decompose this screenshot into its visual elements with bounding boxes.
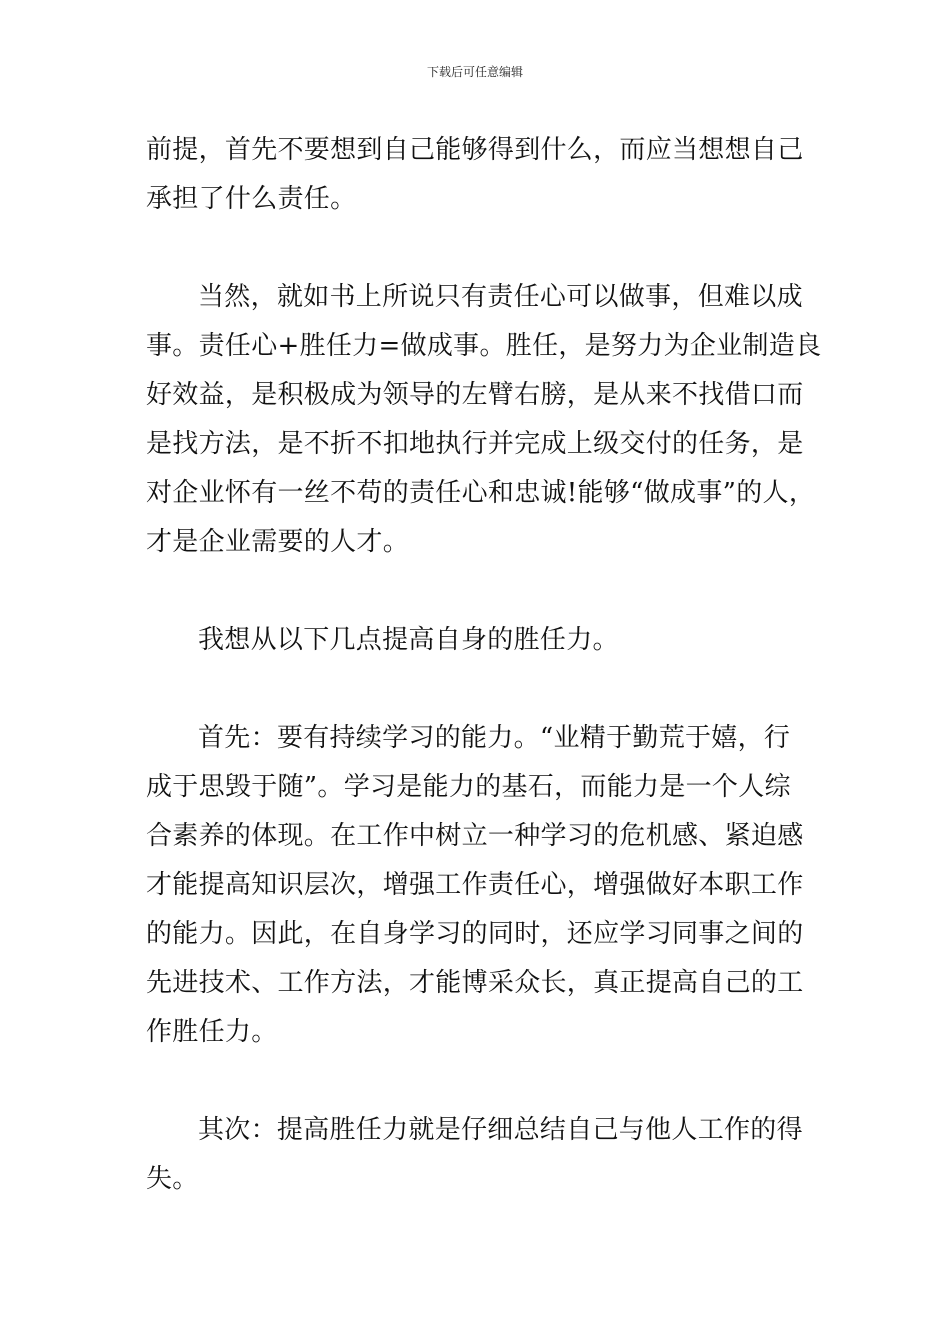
paragraph-1 [146, 126, 836, 224]
paragraph-gap [146, 224, 836, 273]
paragraph-line: 好效益，是积极成为领导的左臂右膀，是从来不找借口而 [146, 380, 804, 410]
paragraph-line: 成于思毁于随”。学习是能力的基石，而能力是一个人综 [146, 772, 791, 802]
paragraph-line: 首先：要有持续学习的能力。“业精于勤荒于嬉，行 [198, 723, 791, 753]
paragraph-line: 是找方法，是不折不扣地执行并完成上级交付的任务，是 [146, 429, 804, 459]
paragraph-2 [146, 273, 836, 567]
paragraph-line: 才是企业需要的人才。 [146, 527, 410, 557]
paragraph-gap [146, 1057, 836, 1106]
paragraph-line: 作胜任力。 [146, 1017, 278, 1047]
document-body [146, 126, 836, 1204]
paragraph-3 [146, 616, 836, 665]
paragraph-line: 其次：提高胜任力就是仔细总结自己与他人工作的得 [198, 1115, 803, 1145]
paragraph-line: 我想从以下几点提高自身的胜任力。 [198, 625, 619, 655]
paragraph-line: 先进技术、工作方法，才能博采众长，真正提高自己的工 [146, 968, 804, 998]
paragraph-gap [146, 567, 836, 616]
paragraph-line: 的能力。因此，在自身学习的同时，还应学习同事之间的 [146, 919, 804, 949]
paragraph-line: 当然，就如书上所说只有责任心可以做事，但难以成 [198, 282, 803, 312]
page-header: 下载后可任意编辑 [426, 65, 523, 79]
paragraph-gap [146, 665, 836, 714]
paragraph-line: 承担了什么责任。 [146, 184, 357, 214]
paragraph-line: 前提，首先不要想到自己能够得到什么，而应当想想自己 [146, 135, 804, 165]
paragraph-5 [146, 1106, 836, 1204]
paragraph-line: 事。责任心+胜任力=做成事。胜任，是努力为企业制造良 [146, 331, 822, 361]
paragraph-line: 合素养的体现。在工作中树立一种学习的危机感、紧迫感 [146, 821, 804, 851]
paragraph-line: 才能提高知识层次，增强工作责任心，增强做好本职工作 [146, 870, 804, 900]
paragraph-line: 失。 [146, 1164, 199, 1194]
paragraph-4 [146, 714, 836, 1057]
paragraph-line: 对企业怀有一丝不苟的责任心和忠诚!能够“做成事”的人， [146, 478, 816, 508]
